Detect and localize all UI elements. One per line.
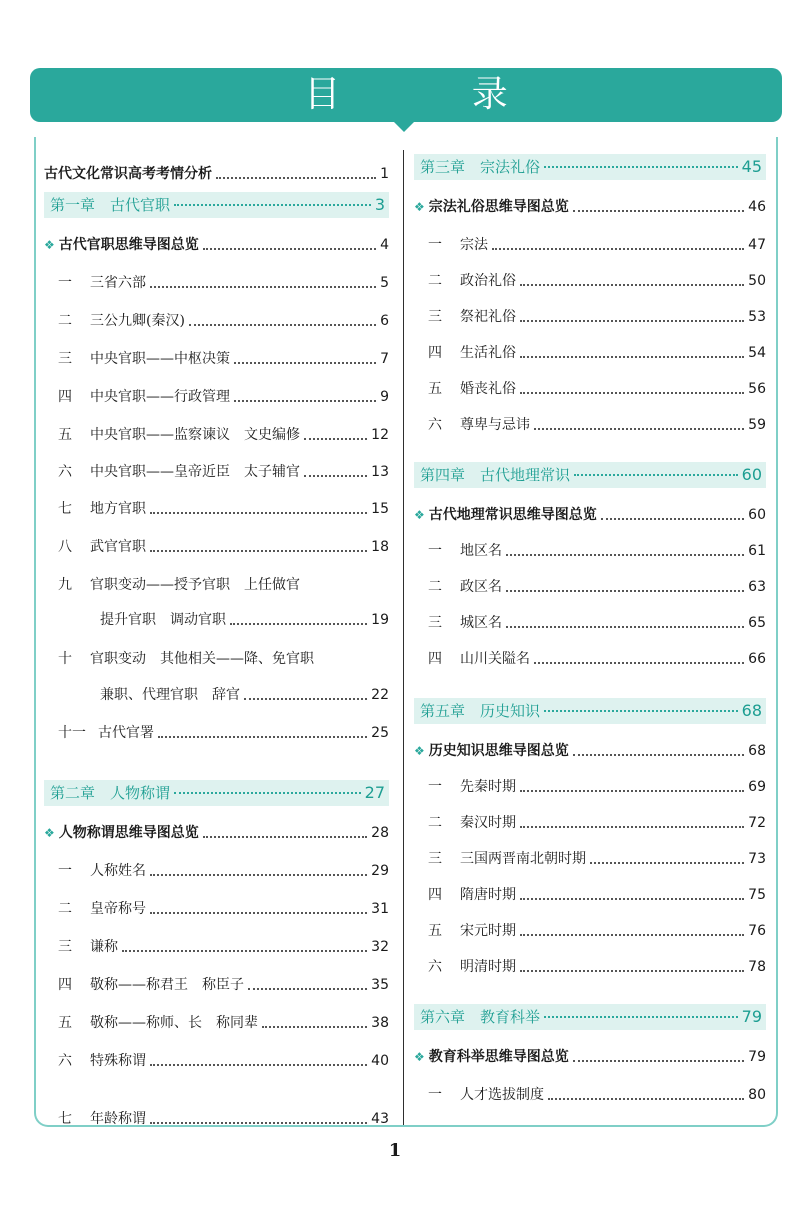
entry-label	[414, 702, 540, 720]
page-ref: 9	[380, 389, 389, 405]
page-ref: 25	[371, 725, 389, 741]
entry-number: 十一	[58, 725, 86, 741]
entry-title: 三公九卿(秦汉)	[90, 313, 185, 329]
toc-entry[interactable]	[58, 463, 389, 481]
page-ref: 31	[371, 901, 389, 917]
entry-title: 宋元时期	[460, 923, 516, 939]
dot-leader	[544, 1016, 738, 1018]
page-ref: 54	[748, 345, 766, 361]
entry-title: 第四章 古代地理常识	[420, 466, 571, 484]
mindmap-entry[interactable]	[414, 198, 766, 216]
page-ref: 22	[371, 687, 389, 703]
dot-leader	[150, 874, 367, 876]
toc-entry[interactable]	[428, 650, 766, 668]
entry-number: 四	[428, 651, 442, 667]
dot-leader	[544, 166, 738, 168]
entry-label	[44, 784, 170, 802]
entry-label	[58, 900, 146, 918]
entry-number: 六	[428, 417, 442, 433]
entry-label	[414, 1008, 540, 1026]
entry-number: 一	[428, 779, 442, 795]
dot-leader	[506, 554, 744, 556]
dot-leader	[548, 1098, 744, 1100]
entry-title: 祭祀礼俗	[460, 309, 516, 325]
toc-entry[interactable]	[58, 862, 389, 880]
entry-label	[58, 976, 244, 994]
entry-label	[100, 686, 240, 704]
toc-entry[interactable]	[58, 1014, 389, 1032]
diamond-bullet-icon: ❖	[414, 508, 425, 522]
dot-leader	[520, 320, 744, 322]
entry-label	[100, 611, 226, 629]
entry-label	[58, 938, 118, 956]
entry-label	[414, 198, 569, 216]
toc-entry[interactable]	[428, 850, 766, 868]
toc-entry[interactable]	[58, 1052, 389, 1070]
entry-label	[428, 814, 516, 832]
page-ref: 76	[748, 923, 766, 939]
dot-leader	[544, 710, 738, 712]
page-ref: 40	[371, 1053, 389, 1069]
toc-entry[interactable]	[58, 576, 389, 594]
page-ref: 4	[380, 237, 389, 253]
entry-label	[58, 1052, 146, 1070]
entry-label	[428, 650, 530, 668]
dot-leader	[520, 934, 744, 936]
entry-number: 六	[58, 464, 72, 480]
entry-label	[428, 542, 502, 560]
page-ref: 80	[748, 1087, 766, 1103]
dot-leader	[304, 438, 367, 440]
dot-leader	[573, 754, 744, 756]
toc-entry[interactable]	[428, 778, 766, 796]
page-title: 目 录	[304, 74, 568, 115]
dot-leader	[189, 324, 376, 326]
toc-entry[interactable]	[58, 500, 389, 518]
page-ref: 65	[748, 615, 766, 631]
entry-label	[58, 650, 314, 668]
entry-title: 第五章 历史知识	[420, 702, 541, 720]
entry-label	[58, 463, 300, 481]
dot-leader	[150, 512, 367, 514]
toc-entry-analysis[interactable]	[44, 165, 389, 183]
entry-number: 一	[428, 1087, 442, 1103]
dot-leader	[520, 898, 744, 900]
mindmap-entry[interactable]	[414, 742, 766, 760]
entry-title: 兼职、代理官职 辞官	[100, 687, 240, 703]
page-ref: 69	[748, 779, 766, 795]
entry-number: 二	[58, 313, 72, 329]
dot-leader	[150, 1064, 367, 1066]
dot-leader	[534, 428, 744, 430]
page-ref: 60	[748, 507, 766, 523]
entry-title: 人物称谓思维导图总览	[58, 825, 199, 841]
header-pointer-icon	[392, 120, 416, 132]
page-ref: 18	[371, 539, 389, 555]
toc-header-banner	[30, 68, 782, 122]
entry-title: 政区名	[460, 579, 502, 595]
page-ref: 19	[371, 612, 389, 628]
mindmap-entry[interactable]	[44, 236, 389, 254]
toc-entry[interactable]	[428, 380, 766, 398]
dot-leader	[492, 248, 744, 250]
dot-leader	[203, 248, 376, 250]
entry-number: 三	[428, 309, 442, 325]
entry-title: 敬称——称君王 称臣子	[90, 977, 244, 993]
toc-entry[interactable]	[428, 614, 766, 632]
dot-leader	[520, 826, 744, 828]
page-ref: 46	[748, 199, 766, 215]
dot-leader	[150, 286, 376, 288]
chapter-heading[interactable]	[44, 780, 389, 806]
entry-label	[428, 578, 502, 596]
dot-leader	[234, 400, 376, 402]
diamond-bullet-icon: ❖	[414, 744, 425, 758]
entry-number: 三	[58, 939, 72, 955]
column-divider	[403, 150, 404, 1125]
page-ref: 35	[371, 977, 389, 993]
toc-entry[interactable]	[428, 922, 766, 940]
entry-label	[58, 274, 146, 292]
page-ref: 7	[380, 351, 389, 367]
page-ref: 12	[371, 427, 389, 443]
entry-number: 一	[428, 543, 442, 559]
entry-label	[58, 426, 300, 444]
dot-leader	[234, 362, 376, 364]
entry-number: 二	[58, 901, 72, 917]
entry-number: 四	[58, 389, 72, 405]
page-number: 1	[388, 1140, 402, 1161]
entry-title: 政治礼俗	[460, 273, 516, 289]
entry-label	[58, 350, 230, 368]
diamond-bullet-icon: ❖	[44, 238, 55, 252]
dot-leader	[506, 626, 744, 628]
entry-label	[428, 272, 516, 290]
entry-label	[428, 958, 516, 976]
entry-title: 宗法	[460, 237, 488, 253]
page-ref: 28	[371, 825, 389, 841]
entry-number: 五	[428, 381, 442, 397]
page-ref: 13	[371, 464, 389, 480]
entry-number: 四	[428, 887, 442, 903]
entry-number: 十	[58, 651, 72, 667]
entry-label	[44, 824, 199, 842]
entry-title: 教育科举思维导图总览	[428, 1049, 569, 1065]
entry-title: 秦汉时期	[460, 815, 516, 831]
toc-entry[interactable]	[58, 976, 389, 994]
dot-leader	[590, 862, 744, 864]
entry-title: 官职变动 其他相关——降、免官职	[90, 651, 314, 667]
page-ref: 68	[748, 743, 766, 759]
entry-title: 第六章 教育科举	[420, 1008, 541, 1026]
mindmap-entry[interactable]	[44, 824, 389, 842]
page-ref: 61	[748, 543, 766, 559]
entry-title: 中央官职——皇帝近臣 太子辅官	[90, 464, 300, 480]
entry-title: 生活礼俗	[460, 345, 516, 361]
entry-number: 一	[58, 863, 72, 879]
entry-number: 三	[428, 851, 442, 867]
diamond-bullet-icon: ❖	[44, 826, 55, 840]
entry-label	[58, 1014, 258, 1032]
page-ref: 47	[748, 237, 766, 253]
dot-leader	[248, 988, 367, 990]
toc-entry[interactable]	[58, 274, 389, 292]
toc-entry[interactable]	[428, 416, 766, 434]
entry-title: 皇帝称号	[90, 901, 146, 917]
page-ref: 78	[748, 959, 766, 975]
page-ref: 75	[748, 887, 766, 903]
dot-leader	[150, 1122, 367, 1124]
entry-label	[44, 165, 212, 183]
entry-label	[428, 416, 530, 434]
toc-entry[interactable]	[58, 724, 389, 742]
entry-title: 特殊称谓	[90, 1053, 146, 1069]
dot-leader	[304, 475, 367, 477]
page-ref: 72	[748, 815, 766, 831]
entry-number: 四	[428, 345, 442, 361]
toc-entry[interactable]	[428, 344, 766, 362]
toc-entry[interactable]	[428, 272, 766, 290]
entry-title: 城区名	[460, 615, 502, 631]
dot-leader	[230, 623, 367, 625]
entry-number: 二	[428, 579, 442, 595]
page-ref: 59	[748, 417, 766, 433]
dot-leader	[150, 550, 367, 552]
entry-title: 古代官署	[98, 725, 154, 741]
entry-number: 五	[58, 1015, 72, 1031]
entry-label	[428, 922, 516, 940]
toc-entry[interactable]	[428, 814, 766, 832]
entry-title: 山川关隘名	[460, 651, 530, 667]
entry-label	[428, 344, 516, 362]
toc-entry[interactable]	[428, 578, 766, 596]
toc-entry[interactable]	[58, 900, 389, 918]
entry-label	[414, 506, 597, 524]
entry-title: 第二章 人物称谓	[50, 784, 171, 802]
dot-leader	[574, 474, 738, 476]
entry-title: 明清时期	[460, 959, 516, 975]
page-ref: 1	[380, 166, 389, 182]
entry-number: 二	[428, 273, 442, 289]
entry-title: 古代官职思维导图总览	[58, 237, 199, 253]
page-ref: 38	[371, 1015, 389, 1031]
page-ref: 73	[748, 851, 766, 867]
entry-title: 中央官职——行政管理	[90, 389, 230, 405]
page-ref: 68	[741, 701, 762, 720]
entry-title: 三国两晋南北朝时期	[460, 851, 586, 867]
entry-title: 三省六部	[90, 275, 146, 291]
toc-entry[interactable]	[58, 538, 389, 556]
entry-title: 提升官职 调动官职	[100, 612, 226, 628]
mindmap-entry[interactable]	[414, 1048, 766, 1066]
entry-label	[428, 886, 516, 904]
entry-title: 武官官职	[90, 539, 146, 555]
entry-title: 隋唐时期	[460, 887, 516, 903]
entry-label	[414, 1048, 569, 1066]
chapter-heading[interactable]	[414, 698, 766, 724]
page-ref: 56	[748, 381, 766, 397]
toc-entry[interactable]	[58, 312, 389, 330]
page-ref: 53	[748, 309, 766, 325]
dot-leader	[158, 736, 367, 738]
toc-entry[interactable]	[58, 1110, 389, 1128]
dot-leader	[262, 1026, 367, 1028]
dot-leader	[216, 177, 376, 179]
entry-number: 三	[428, 615, 442, 631]
mindmap-entry[interactable]	[414, 506, 766, 524]
dot-leader	[122, 950, 367, 952]
dot-leader	[520, 356, 744, 358]
page-ref: 5	[380, 275, 389, 291]
page-ref: 15	[371, 501, 389, 517]
page-ref: 32	[371, 939, 389, 955]
page-ref: 3	[374, 195, 385, 214]
entry-number: 九	[58, 577, 72, 593]
entry-label	[58, 1110, 146, 1128]
toc-entry[interactable]	[58, 350, 389, 368]
entry-title: 婚丧礼俗	[460, 381, 516, 397]
toc-entry[interactable]	[58, 650, 389, 668]
entry-number: 七	[58, 1111, 72, 1127]
entry-label	[414, 742, 569, 760]
chapter-heading[interactable]	[414, 154, 766, 180]
dot-leader	[520, 790, 744, 792]
page-ref: 60	[741, 465, 762, 484]
entry-label	[58, 576, 300, 594]
entry-label	[428, 1086, 544, 1104]
entry-title: 第三章 宗法礼俗	[420, 158, 541, 176]
dot-leader	[203, 836, 367, 838]
entry-label	[428, 614, 502, 632]
diamond-bullet-icon: ❖	[414, 200, 425, 214]
page-ref: 50	[748, 273, 766, 289]
dot-leader	[506, 590, 744, 592]
entry-title: 先秦时期	[460, 779, 516, 795]
chapter-heading[interactable]	[414, 1004, 766, 1030]
dot-leader	[520, 970, 744, 972]
dot-leader	[244, 698, 367, 700]
dot-leader	[520, 392, 744, 394]
chapter-heading[interactable]	[44, 192, 389, 218]
entry-title: 年龄称谓	[90, 1111, 146, 1127]
entry-title: 官职变动——授予官职 上任做官	[90, 577, 300, 593]
toc-entry[interactable]	[428, 958, 766, 976]
entry-label	[58, 538, 146, 556]
page-ref: 79	[748, 1049, 766, 1065]
dot-leader	[520, 284, 744, 286]
entry-title: 第一章 古代官职	[50, 196, 171, 214]
entry-title: 谦称	[90, 939, 118, 955]
entry-number: 三	[58, 351, 72, 367]
dot-leader	[150, 912, 367, 914]
entry-label	[428, 236, 488, 254]
page-ref: 6	[380, 313, 389, 329]
dot-leader	[174, 792, 361, 794]
entry-title: 历史知识思维导图总览	[428, 743, 569, 759]
page-ref: 45	[741, 157, 762, 176]
entry-title: 中央官职——监察谏议 文史编修	[90, 427, 300, 443]
toc-entry[interactable]	[58, 388, 389, 406]
dot-leader	[534, 662, 744, 664]
page-ref: 79	[741, 1007, 762, 1026]
entry-title: 古代地理常识思维导图总览	[428, 507, 597, 523]
toc-entry[interactable]	[428, 886, 766, 904]
toc-entry[interactable]	[428, 308, 766, 326]
entry-number: 五	[58, 427, 72, 443]
toc-entry[interactable]	[100, 686, 389, 704]
entry-number: 二	[428, 815, 442, 831]
dot-leader	[573, 1060, 744, 1062]
entry-label	[58, 312, 185, 330]
entry-label	[44, 196, 170, 214]
entry-label	[58, 500, 146, 518]
entry-title: 人才选拔制度	[460, 1087, 544, 1103]
entry-number: 六	[58, 1053, 72, 1069]
entry-label	[58, 724, 154, 742]
entry-number: 一	[428, 237, 442, 253]
entry-label	[414, 466, 570, 484]
entry-label	[414, 158, 540, 176]
entry-title: 古代文化常识高考考情分析	[44, 166, 212, 182]
dot-leader	[174, 204, 371, 206]
entry-title: 尊卑与忌讳	[460, 417, 530, 433]
chapter-heading[interactable]	[414, 462, 766, 488]
entry-label	[58, 388, 230, 406]
toc-entry[interactable]	[58, 426, 389, 444]
toc-entry[interactable]	[58, 938, 389, 956]
diamond-bullet-icon: ❖	[414, 1050, 425, 1064]
entry-label	[428, 308, 516, 326]
toc-entry[interactable]	[428, 1086, 766, 1104]
entry-number: 七	[58, 501, 72, 517]
page-ref: 43	[371, 1111, 389, 1127]
entry-title: 地方官职	[90, 501, 146, 517]
dot-leader	[573, 210, 744, 212]
entry-title: 地区名	[460, 543, 502, 559]
entry-title: 敬称——称师、长 称同辈	[90, 1015, 258, 1031]
entry-number: 五	[428, 923, 442, 939]
page-ref: 63	[748, 579, 766, 595]
page-ref: 27	[364, 783, 385, 802]
toc-entry[interactable]	[100, 611, 389, 629]
entry-number: 四	[58, 977, 72, 993]
entry-label	[58, 862, 146, 880]
toc-entry[interactable]	[428, 542, 766, 560]
entry-title: 宗法礼俗思维导图总览	[428, 199, 569, 215]
entry-title: 人称姓名	[90, 863, 146, 879]
page-ref: 29	[371, 863, 389, 879]
entry-number: 八	[58, 539, 72, 555]
entry-number: 六	[428, 959, 442, 975]
entry-label	[428, 850, 586, 868]
page-ref: 66	[748, 651, 766, 667]
toc-entry[interactable]	[428, 236, 766, 254]
dot-leader	[601, 518, 744, 520]
entry-label	[428, 380, 516, 398]
entry-number: 一	[58, 275, 72, 291]
entry-label	[44, 236, 199, 254]
entry-title: 中央官职——中枢决策	[90, 351, 230, 367]
entry-label	[428, 778, 516, 796]
